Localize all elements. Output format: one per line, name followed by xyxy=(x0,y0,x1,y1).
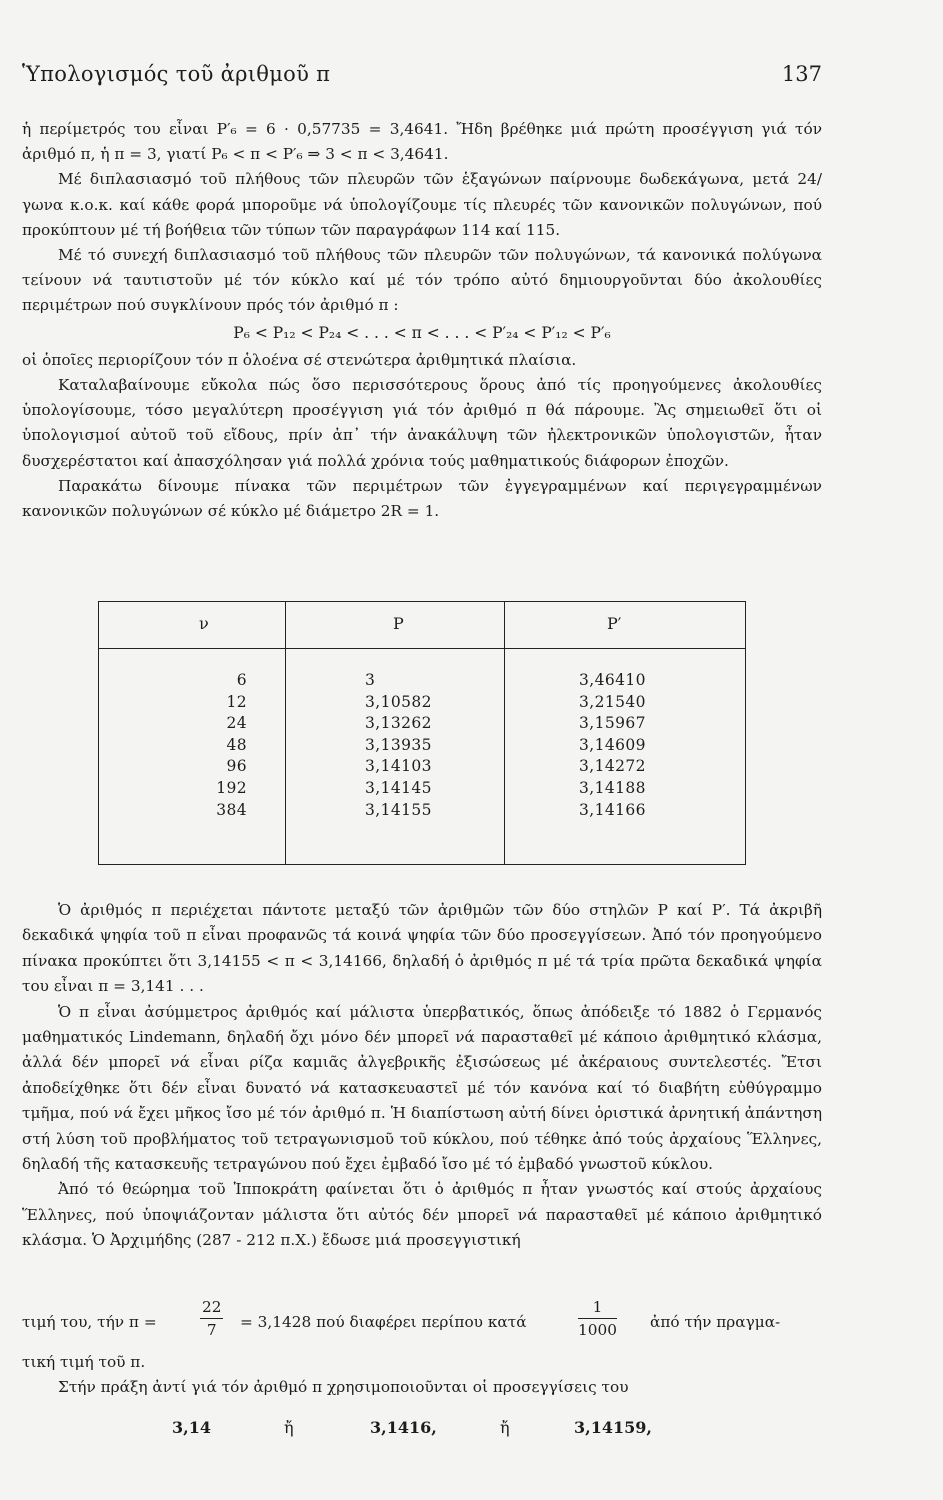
table-cell: 24 xyxy=(226,714,247,733)
column-divider xyxy=(285,602,286,864)
paragraph: Στήν πράξη ἀντί γιά τόν ἀριθμό π χρησιμοποιοῦνται οἱ προσεγγίσεις του xyxy=(58,1378,629,1397)
table-cell: 3,14272 xyxy=(579,757,646,776)
table-cell: 3 xyxy=(365,671,376,689)
paragraph: Ὁ ἀριθμός π περιέχεται πάντοτε μεταξύ τῶν ἀριθμῶν τῶν δύο στηλῶν P καί P′. Τά ἀκριβῆ δεκαδικά ψηφία τοῦ π εἶναι προφανῶς τά κοινά ψηφία τῶν δύο προσεγγίσεων. Ἀπό τόν προηγούμενο πίνακα προκύπτει ὅτι 3,14155 < π < 3,14166, δηλαδή ὁ ἀριθμός π μέ τά τρία πρῶτα δεκαδικά ψηφία του εἶναι π = 3,141 . . . xyxy=(22,901,822,996)
paragraph: Καταλαβαίνουμε εὔκολα πώς ὅσο περισσότερους ὅρους ἀπό τίς προηγούμενες ἀκολουθίες ὑπολογίσουμε, τόσο μεγαλύτερη προσέγγιση γιά τόν ἀριθμό π θά πάρουμε. Ἂς σημειωθεῖ ὅτι οἱ ὑπολογισμοί αὐτοῦ τοῦ εἴδους, πρίν ἀπ᾽ τήν ἀνακάλυψη τῶν ἠλεκτρονικῶν ὑπολογιστῶν, ἦταν δυσχερέστατοι καί ἀπασχόλησαν γιά πολλά χρόνια τούς μαθηματικούς διάφορων ἐποχῶν. xyxy=(22,376,822,470)
header-p-prime: P′ xyxy=(607,614,622,633)
sequence-formula: P₆ < P₁₂ < P₂₄ < . . . < π < . . . < P′₂₄ < P′₁₂ < P′₆ xyxy=(233,323,611,342)
text-block-lower xyxy=(22,898,822,1254)
paragraph: ἡ περίμετρός του εἶναι P′₆ = 6 · 0,57735 = 3,4641. Ἤδη βρέθηκε μιά πρώτη προσέγγιση γιά τόν ἀριθμό π, ἡ π = 3, γιατί P₆ < π < P′₆ ⇒ 3 < π < 3,4641. xyxy=(22,120,822,164)
table-cell: 3,13935 xyxy=(365,735,432,754)
paragraph: Ἀπό τό θεώρημα τοῦ Ἱπποκράτη φαίνεται ὅτι ὁ ἀριθμός π ἦταν γνωστός καί στούς ἀρχαίους Ἕλληνες, πού ὑποψιάζονταν μάλιστα ὅτι αὐτός δέν μπορεῖ νά παρασταθεῖ μέ κάποιο ἀριθμητικό κλάσμα. Ὁ Ἀρχιμήδης (287 - 212 π.Χ.) ἔδωσε μιά προσεγγιστική xyxy=(22,1180,822,1250)
table-cell: 3,14609 xyxy=(579,735,646,754)
running-title: Ὑπολογισμός τοῦ ἀριθμοῦ π xyxy=(22,62,331,86)
fraction-mid-text: = 3,1428 πού διαφέρει περίπου κατά xyxy=(240,1313,527,1331)
paragraph: Ὁ π εἶναι ἀσύμμετρος ἀριθμός καί μάλιστα ὑπερβατικός, ὅπως ἀπόδειξε τό 1882 ὁ Γερμανός μαθηματικός Lindemann, δηλαδή ὄχι μόνο δέν μπορεῖ νά παρασταθεῖ μέ κάποιο ἀριθμητικό κλάσμα, ἀλλά δέν μπορεῖ νά εἶναι ρίζα καμιᾶς ἀλγεβρικῆς ἐξισώσεως μέ ἀκέραιους συντελεστές. Ἔτσι ἀποδείχθηκε ὅτι δέν εἶναι δυνατό νά κατασκευαστεῖ μέ τόν κανόνα καί τό διαβήτη εὐθύγραμμο τμῆμα, πού νά ἔχει μῆκος ἴσο μέ τόν ἀριθμό π. Ἡ διαπίστωση αὐτή δίνει ὁριστικά ἀρνητική ἀπάντηση στή λύση τοῦ προβλήματος τοῦ τετραγωνισμοῦ τοῦ κύκλου, πού τέθηκε ἀπό τούς ἀρχαίους Ἕλληνες, δηλαδή τῆς κατασκευῆς τετραγώνου πού ἔχει ἐμβαδό ἴσο μέ τό ἐμβαδό γνωστοῦ κύκλου. xyxy=(22,1002,822,1174)
table-cell: 12 xyxy=(226,692,247,711)
header-nu: ν xyxy=(199,614,209,633)
table-cell: 48 xyxy=(226,735,247,754)
table-cell: 3,15967 xyxy=(579,714,646,733)
column-p-prime xyxy=(579,670,699,821)
table-cell: 3,21540 xyxy=(579,692,646,711)
fraction-1-over-1000 xyxy=(578,1296,617,1341)
paragraph: Παρακάτω δίνουμε πίνακα τῶν περιμέτρων τῶν ἐγγεγραμμένων καί περιγεγραμμένων κανονικῶν πολυγώνων σέ κύκλο μέ διάμετρο 2R = 1. xyxy=(22,476,822,521)
table-cell: 96 xyxy=(226,757,247,776)
column-p xyxy=(365,670,485,821)
table-cell: 3,14145 xyxy=(365,778,432,797)
text-block-end xyxy=(22,1350,822,1401)
page-number: 137 xyxy=(781,62,822,86)
table-cell: 3,13262 xyxy=(365,714,432,733)
table-cell: 6 xyxy=(236,671,247,689)
paragraph: τική τιμή τοῦ π. xyxy=(22,1353,146,1371)
table-header xyxy=(99,602,745,649)
paragraph: Μέ διπλασιασμό τοῦ πλήθους τῶν πλευρῶν τῶν ἑξαγώνων παίρνουμε δωδεκάγωνα, μετά 24/γωνα κ.ο.κ. καί κάθε φορά μποροῦμε νά ὑπολογίζουμε τίς πλευρές τῶν κανονικῶν πολυγώνων, πού προκύπτουν μέ τή βοήθεια τῶν τύπων τῶν παραγράφων 114 καί 115. xyxy=(22,170,822,239)
fraction-denominator: 1000 xyxy=(578,1321,617,1339)
column-nu xyxy=(99,670,247,821)
text-block-top xyxy=(22,117,822,524)
or-word: ἤ xyxy=(500,1418,510,1437)
table-cell: 3,46410 xyxy=(579,671,646,689)
approximation-value: 3,14159, xyxy=(574,1418,652,1437)
column-divider xyxy=(504,602,505,864)
table-cell: 3,14103 xyxy=(365,757,432,776)
fraction-numerator: 1 xyxy=(578,1296,617,1319)
fraction-22-over-7 xyxy=(200,1296,223,1341)
table-cell: 3,10582 xyxy=(365,692,432,711)
table-cell: 3,14188 xyxy=(579,778,646,797)
table-cell: 3,14155 xyxy=(365,800,432,819)
header-p: P xyxy=(393,614,404,633)
approximation-value: 3,1416, xyxy=(370,1418,437,1437)
or-word: ἤ xyxy=(284,1418,294,1437)
fraction-tail-text: ἀπό τήν πραγμα- xyxy=(650,1313,781,1331)
archimedes-approximation-line xyxy=(22,1296,822,1352)
paragraph: Μέ τό συνεχή διπλασιασμό τοῦ πλήθους τῶν πλευρῶν τῶν πολυγώνων, τά κανονικά πολύγωνα τείνουν νά ταυτιστοῦν μέ τόν κύκλο καί μέ τόν τρόπο αὐτό δημιουργοῦνται δύο ἀκολουθίες περιμέτρων πού συγκλίνουν πρός τόν ἀριθμό π : xyxy=(22,246,822,315)
table-cell: 3,14166 xyxy=(579,800,646,819)
approximation-value: 3,14 xyxy=(172,1418,211,1437)
pi-approximations xyxy=(22,1418,822,1448)
fraction-denominator: 7 xyxy=(206,1321,217,1339)
table-cell: 192 xyxy=(216,778,247,797)
perimeter-table xyxy=(98,601,746,865)
fraction-numerator: 22 xyxy=(200,1296,223,1319)
page-header xyxy=(22,62,822,92)
paragraph: οἱ ὁποῖες περιορίζουν τόν π ὁλοένα σέ στενώτερα ἀριθμητικά πλαίσια. xyxy=(22,350,577,369)
table-cell: 384 xyxy=(216,800,247,819)
fraction-lead-text: τιμή του, τήν π = xyxy=(22,1313,157,1331)
